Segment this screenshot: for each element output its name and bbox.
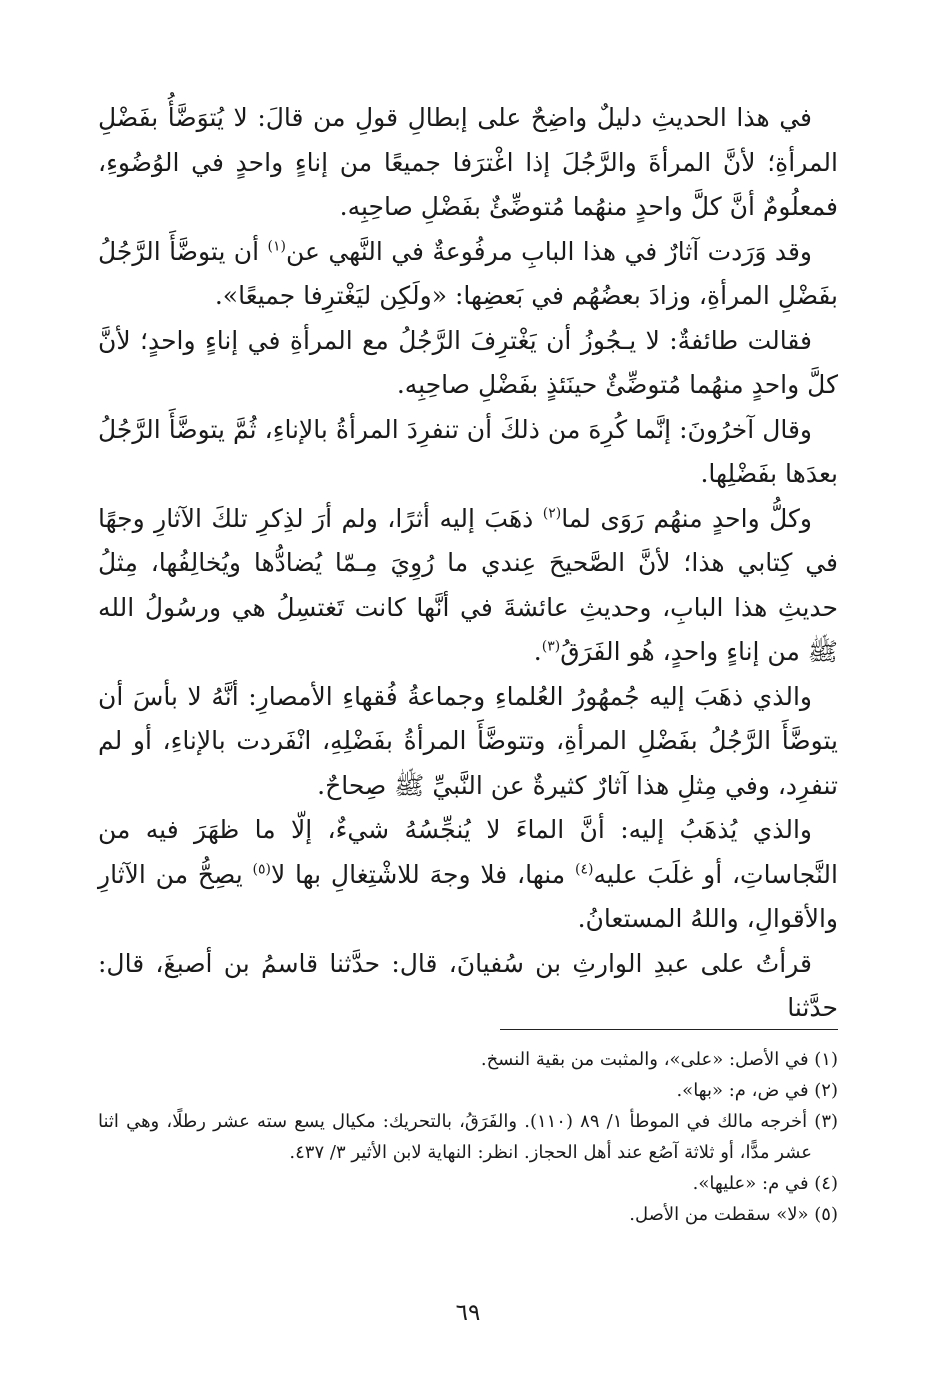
paragraph <box>98 942 838 1031</box>
paragraph-text: يصِحُّ من الآثارِ والأقوالِ، واللهُ المستعانُ. <box>98 859 838 933</box>
paragraph-text: ذهَبَ إليه أثرًا، ولم أرَ لذِكرِ تلكَ الآثارِ وجهًا في كِتابي هذا؛ لأنَّ الصَّحيحَ عِندي ما رُوِيَ مِـمّا يُضادُّها ويُخالِفُها، مِثلُ حديثِ هذا البابِ، وحديثِ عائشةَ في أنَّها كانت تَغتسِلُ هي ورسُولُ الله ﷺ من إناءٍ واحدٍ، هُو الفَرَقُ <box>98 503 838 666</box>
footnote-reference: (٣) <box>541 638 561 655</box>
paragraph-text: في هذا الحديثِ دليلٌ واضِحٌ على إبطالِ قولِ من قالَ: لا يُتوَضَّأُ بفَضْلِ المرأةِ؛ لأنَّ المرأةَ والرَّجُلَ إذا اغْترَفا جميعًا من إناءٍ واحدٍ في الوُضُوءِ، فمعلُومٌ أنَّ كلَّ واحدٍ منهُما مُتوضِّئٌ بفَضْلِ صاحِبِه. <box>98 103 838 221</box>
paragraph <box>98 408 838 497</box>
paragraph-text: منها، فلا وجهَ للاشْتِغالِ بها لا <box>270 859 575 889</box>
paragraph <box>98 96 838 230</box>
page-number: ٦٩ <box>455 1300 481 1326</box>
paragraph <box>98 808 838 942</box>
paragraph-text: قرأتُ على عبدِ الوارثِ بن سُفيانَ، قال: حدَّثنا قاسمُ بن أصبغَ، قال: حدَّثنا <box>98 948 838 1022</box>
paragraph-text: . <box>533 637 542 666</box>
footnote-reference: (٥) <box>252 861 271 878</box>
paragraph-text: أن يتوضَّأَ الرَّجُلُ بفَضْلِ المرأةِ، وزادَ بعضُهُم في بَعضِها: «ولَكِن ليَغْترِفا جميعًا». <box>98 236 838 310</box>
footnote: (٢) في ض، م: «بها». <box>676 1080 838 1101</box>
footnote-separator <box>500 1029 838 1030</box>
paragraph <box>98 497 838 675</box>
paragraph-text: وكلُّ واحدٍ منهُم رَوَى لما <box>561 503 812 533</box>
footnote-reference: (٤) <box>575 861 594 878</box>
footnote: (٥) «لا» سقطت من الأصل. <box>629 1204 838 1225</box>
main-text <box>98 96 838 1031</box>
paragraph-text: والذي يُذهَبُ إليه: أنَّ الماءَ لا يُنجِّسُهُ شيءٌ، إلّا ما ظهَرَ فيه من النَّجاساتِ، أو غلَبَ عليه <box>98 815 838 889</box>
page <box>98 96 839 1326</box>
footnote: (١) في الأصل: «على»، والمثبت من بقية النسخ. <box>480 1049 838 1070</box>
footnotes <box>98 1044 838 1230</box>
paragraph <box>98 230 838 319</box>
paragraph <box>98 319 838 408</box>
paragraph <box>98 675 838 809</box>
paragraph-text: والذي ذهَبَ إليه جُمهُورُ العُلماءِ وجماعةُ فُقهاءِ الأمصارِ: أنَّهُ لا بأسَ أن يتوضَّأَ الرَّجُلُ بفَضْلِ المرأةِ، وتتوضَّأَ المرأةُ بفَضْلِهِ، انْفَردت بالإناءِ، أو لم تنفرِد، وفي مِثلِ هذا آثارٌ كثيرةٌ عن النَّبيِّ ﷺ صِحاحٌ. <box>98 681 838 800</box>
paragraph-text: فقالت طائفةٌ: لا يـجُوزُ أن يَغْترِفَ الرَّجُلُ مع المرأةِ في إناءٍ واحدٍ؛ لأنَّ كلَّ واحدٍ منهُما مُتوضِّئٌ حينَئذٍ بفَضْلِ صاحِبِه. <box>98 325 838 399</box>
paragraph-text: وقد وَرَدت آثارٌ في هذا البابِ مرفُوعةٌ في النَّهي عن <box>285 236 812 266</box>
footnote-reference: (٢) <box>542 505 562 522</box>
paragraph-text: وقال آخرُونَ: إنَّما كُرِهَ من ذلكَ أن تنفرِدَ المرأةُ بالإناءِ، ثُمَّ يتوضَّأَ الرَّجُلُ بعدَها بفَضْلِها. <box>98 414 838 488</box>
footnote: (٣) أخرجه مالك في الموطأ ١/ ٨٩ (١١٠). والفَرَقُ، بالتحريك: مكيال يسع سته عشر رطلًا، وهي اثنا عشر مدًّا، أو ثلاثة آصُع عند أهل الحجاز. انظر: النهاية لابن الأثير ٣/ ٤٣٧. <box>98 1111 839 1163</box>
footnote-reference: (١) <box>267 238 286 255</box>
footnote: (٤) في م: «عليها». <box>692 1173 838 1194</box>
